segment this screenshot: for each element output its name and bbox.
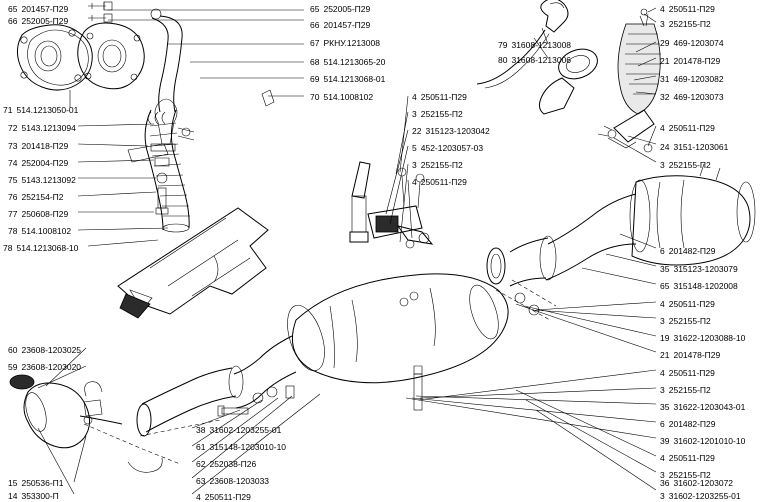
callout-part-number: 469-1203074 [673, 38, 724, 48]
callout-number: 3 [660, 316, 665, 326]
callout-left [8, 175, 76, 185]
callout-number: 66 [8, 16, 18, 26]
callout-part-number: 469-1203082 [673, 74, 724, 84]
callout-right [660, 316, 711, 326]
callout-part-number: 514.1213065-20 [323, 57, 386, 67]
callout-part-number: 250511-П29 [420, 92, 467, 102]
callout-part-number: 252005-П29 [21, 16, 69, 26]
flexible-exhaust-pipe [145, 9, 190, 232]
callout-number: 5 [412, 143, 417, 153]
callout-number: 3 [660, 385, 665, 395]
callout-part-number: 514.1213050-01 [16, 105, 79, 115]
callout-right [660, 385, 711, 395]
callout-number: 3 [660, 491, 665, 501]
callout-part-number: 31608-1213006 [511, 55, 572, 65]
callout-part-number: 315123-1203042 [425, 126, 490, 136]
heat-shield-plate [118, 208, 268, 318]
callout-number: 77 [8, 209, 18, 219]
callout-number: 71 [3, 105, 13, 115]
callout-part-number: 201482-П29 [668, 419, 716, 429]
callout-number: 65 [8, 4, 18, 14]
callout-part-number: 250511-П29 [668, 4, 715, 14]
callout-part-number: 250511-П29 [420, 177, 467, 187]
callout-right [660, 246, 716, 256]
callout-part-number: 201478-П29 [673, 56, 721, 66]
callout-part-number: 31608-1213008 [511, 40, 572, 50]
callout-number: 80 [498, 55, 508, 65]
callout-mid-right [412, 92, 467, 102]
callout-right [660, 368, 715, 378]
callout-part-number: 31602-1203255-01 [209, 425, 282, 435]
callout-number: 61 [196, 442, 206, 452]
callout-right [660, 142, 728, 152]
callout-number: 3 [660, 470, 665, 480]
callout-left [3, 105, 78, 115]
callout-number: 63 [196, 476, 206, 486]
callout-right [660, 402, 745, 412]
callout-number: 32 [660, 92, 670, 102]
callout-number: 70 [310, 92, 320, 102]
callout-right [660, 56, 720, 66]
callout-part-number: 514.1213068-01 [323, 74, 386, 84]
callout-part-number: 23608-1203033 [209, 476, 270, 486]
callout-mid-right [412, 109, 463, 119]
callout-number: 69 [310, 74, 320, 84]
callout-number: 66 [310, 20, 320, 30]
callout-right [660, 38, 724, 48]
callout-left [8, 362, 81, 372]
callout-part-number: 469-1203073 [673, 92, 724, 102]
callout-center [310, 20, 370, 30]
callout-center [310, 92, 373, 102]
callout-part-number: 252155-П2 [668, 160, 711, 170]
callout-number: 15 [8, 478, 18, 488]
callout-part-number: 250608-П29 [21, 209, 69, 219]
callout-right [660, 19, 711, 29]
callout-part-number: 250536-П1 [21, 478, 64, 488]
callout-part-number: 31602-1203072 [673, 478, 734, 488]
callout-number: 6 [660, 419, 665, 429]
callout-right [660, 453, 715, 463]
callout-number: 39 [660, 436, 670, 446]
callout-number: 78 [3, 243, 13, 253]
callout-left [8, 478, 64, 488]
callout-right [660, 299, 715, 309]
callout-part-number: 252155-П2 [420, 109, 463, 119]
callout-part-number: 201418-П29 [21, 141, 69, 151]
callout-part-number: 3151-1203061 [673, 142, 729, 152]
callout-number: 4 [412, 177, 417, 187]
callout-part-number: 252155-П2 [420, 160, 463, 170]
callout-right [660, 478, 733, 488]
callout-number: 35 [660, 264, 670, 274]
callout-right [660, 333, 745, 343]
callout-part-number: 353300-П [21, 491, 59, 501]
callout-number: 4 [412, 92, 417, 102]
callout-part-number: 252155-П2 [668, 470, 711, 480]
callout-number: 3 [660, 160, 665, 170]
callout-mid-right [412, 143, 483, 153]
callout-right [660, 281, 738, 291]
callout-center [196, 425, 281, 435]
callout-part-number: 31622-1203088-10 [673, 333, 746, 343]
callout-number: 29 [660, 38, 670, 48]
callout-number: 14 [8, 491, 18, 501]
callout-part-number: 315123-1203079 [673, 264, 738, 274]
mid-bracket-assembly [350, 162, 432, 248]
callout-number: 4 [660, 4, 665, 14]
callout-number: 4 [660, 368, 665, 378]
callout-part-number: 252004-П29 [21, 158, 69, 168]
callout-center [196, 442, 286, 452]
hardware-bolts [84, 280, 556, 464]
callout-part-number: 252155-П2 [668, 19, 711, 29]
callout-mid-right [412, 160, 463, 170]
callout-part-number: 250511-П29 [668, 368, 715, 378]
callout-number: 3 [412, 160, 417, 170]
callout-number: 3 [412, 109, 417, 119]
callout-part-number: 31602-1201010-10 [673, 436, 746, 446]
callout-number: 72 [8, 123, 18, 133]
callout-number: 76 [8, 192, 18, 202]
callout-center [310, 4, 370, 14]
left-bracket-hardware [128, 99, 194, 214]
callout-left [8, 226, 71, 236]
callout-center [196, 459, 256, 469]
callout-center [196, 492, 251, 502]
callout-part-number: 5143.1213092 [21, 175, 76, 185]
callout-number: 21 [660, 350, 670, 360]
callout-part-number: 250511-П29 [668, 299, 715, 309]
callout-center [310, 38, 380, 48]
rear-hanger-group [477, 0, 661, 152]
callout-number: 4 [660, 123, 665, 133]
callout-part-number: 250511-П29 [668, 123, 715, 133]
callout-part-number: 201457-П29 [21, 4, 69, 14]
callout-number: 4 [196, 492, 201, 502]
callout-left [8, 158, 68, 168]
callout-number: 74 [8, 158, 18, 168]
callout-right [660, 123, 715, 133]
callout-part-number: 514.1008102 [323, 92, 374, 102]
callout-number: 79 [498, 40, 508, 50]
callout-part-number: 252155-П2 [668, 385, 711, 395]
callout-mid-right [412, 126, 490, 136]
callout-left [8, 4, 68, 14]
callout-center [310, 57, 385, 67]
callout-number: 65 [310, 4, 320, 14]
callout-number: 3 [660, 19, 665, 29]
callout-left [8, 123, 76, 133]
callout-number: 24 [660, 142, 670, 152]
callout-number: 38 [196, 425, 206, 435]
callout-mid-right [412, 177, 467, 187]
callout-number: 60 [8, 345, 18, 355]
callout-part-number: 252155-П2 [668, 316, 711, 326]
callout-part-number: 201457-П29 [323, 20, 371, 30]
callout-part-number: 252038-П26 [209, 459, 257, 469]
callout-number: 19 [660, 333, 670, 343]
callout-right [660, 92, 724, 102]
callout-part-number: 23608-1203020 [21, 362, 82, 372]
callout-number: 21 [660, 56, 670, 66]
center-bracket-small [262, 90, 274, 106]
callout-part-number: 201482-П29 [668, 246, 716, 256]
callout-number: 62 [196, 459, 206, 469]
callout-part-number: 31602-1203255-01 [668, 491, 741, 501]
callout-right [660, 419, 716, 429]
callout-part-number: 31622-1203043-01 [673, 402, 746, 412]
callout-part-number: 315148-1203010-10 [209, 442, 287, 452]
callout-number: 4 [660, 299, 665, 309]
callout-right [660, 436, 745, 446]
callout-part-number: 252005-П29 [323, 4, 371, 14]
callout-center [310, 74, 385, 84]
callout-number: 6 [660, 246, 665, 256]
callout-number: 75 [8, 175, 18, 185]
callout-part-number: 252154-П2 [21, 192, 64, 202]
callout-number: 31 [660, 74, 670, 84]
callout-number: 35 [660, 402, 670, 412]
callout-part-number: 5143.1213094 [21, 123, 76, 133]
callout-number: 67 [310, 38, 320, 48]
callout-left [8, 192, 64, 202]
callout-number: 4 [660, 453, 665, 463]
callout-right [660, 160, 711, 170]
callout-number: 68 [310, 57, 320, 67]
callout-right [660, 4, 715, 14]
callout-top-center [498, 40, 571, 50]
callout-number: 65 [660, 281, 670, 291]
callout-left [8, 209, 68, 219]
callout-center [196, 476, 269, 486]
callout-part-number: 452-1203057-03 [420, 143, 484, 153]
callout-left [8, 141, 68, 151]
callout-part-number: 514.1213068-10 [16, 243, 79, 253]
callout-number: 73 [8, 141, 18, 151]
callout-top-center [498, 55, 571, 65]
callout-number: 59 [8, 362, 18, 372]
callout-number: 36 [660, 478, 670, 488]
callout-number: 78 [8, 226, 18, 236]
callout-right [660, 74, 724, 84]
callout-part-number: 514.1008102 [21, 226, 72, 236]
callout-part-number: 250511-П29 [204, 492, 251, 502]
callout-part-number: 250511-П29 [668, 453, 715, 463]
callout-left [8, 16, 68, 26]
callout-right [660, 350, 720, 360]
callout-part-number: 315148-1202008 [673, 281, 738, 291]
callout-left [8, 345, 81, 355]
callout-right [660, 264, 738, 274]
callout-number: 22 [412, 126, 422, 136]
callout-part-number: 23608-1203025 [21, 345, 82, 355]
callout-part-number: 201478-П29 [673, 350, 721, 360]
callout-part-number: РКНУ.1213008 [323, 38, 380, 48]
callout-left [3, 243, 78, 253]
